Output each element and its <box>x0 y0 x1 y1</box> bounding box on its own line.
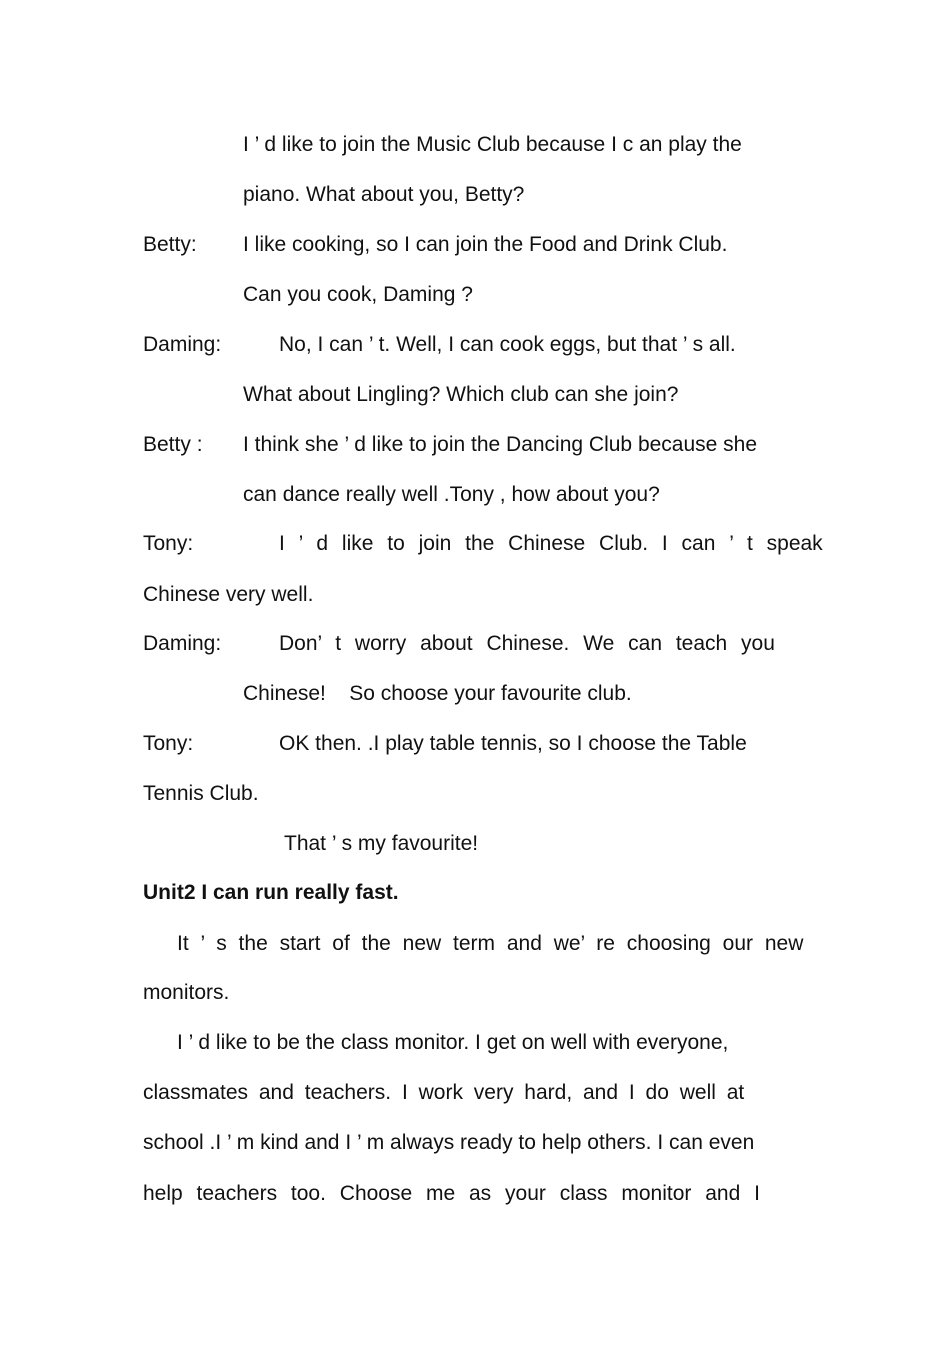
paragraph-line: classmates and teachers. I work very hard, and I do well at <box>143 1081 745 1104</box>
dialogue-line: Tennis Club. <box>143 782 259 805</box>
dialogue-line: can dance really well .Tony , how about you? <box>243 483 660 506</box>
dialogue-line: Chinese! So choose your favourite club. <box>243 682 632 705</box>
dialogue-line: Don’ t worry about Chinese. We can teach you <box>279 632 775 655</box>
speaker-label: Betty : <box>143 433 203 456</box>
dialogue-line: What about Lingling? Which club can she join? <box>243 383 679 406</box>
speaker-label: Daming: <box>143 632 222 655</box>
paragraph-line: school .I ’ m kind and I ’ m always ready to help others. I can even <box>143 1131 755 1154</box>
paragraph-line: monitors. <box>143 981 230 1004</box>
dialogue-line: I like cooking, so I can join the Food and Drink Club. <box>243 233 728 256</box>
dialogue-line: I ’ d like to join the Chinese Club. I can ’ t speak <box>279 532 823 555</box>
dialogue-line: I ’ d like to join the Music Club because I c an play the <box>243 133 742 156</box>
paragraph-line: It ’ s the start of the new term and we’ re choosing our new <box>177 932 804 955</box>
paragraph-line: I ’ d like to be the class monitor. I get on well with everyone, <box>177 1031 729 1054</box>
dialogue-line: OK then. .I play table tennis, so I choose the Table <box>279 732 747 755</box>
speaker-label: Betty: <box>143 233 197 256</box>
dialogue-line: I think she ’ d like to join the Dancing Club because she <box>243 433 758 456</box>
dialogue-line: Can you cook, Daming ? <box>243 283 473 306</box>
unit-heading: Unit2 I can run really fast. <box>143 881 399 904</box>
speaker-label: Tony: <box>143 532 194 555</box>
dialogue-line: Chinese very well. <box>143 583 314 606</box>
dialogue-line: That ’ s my favourite! <box>284 832 479 855</box>
paragraph-line: help teachers too. Choose me as your class monitor and I <box>143 1182 760 1205</box>
speaker-label: Tony: <box>143 732 194 755</box>
speaker-label: Daming: <box>143 333 222 356</box>
dialogue-line <box>279 332 805 358</box>
dialogue-line-text: No, I can ’ t. Well, I can cook eggs, but that ’ s all. <box>279 333 736 356</box>
dialogue-line: piano. What about you, Betty? <box>243 183 525 206</box>
